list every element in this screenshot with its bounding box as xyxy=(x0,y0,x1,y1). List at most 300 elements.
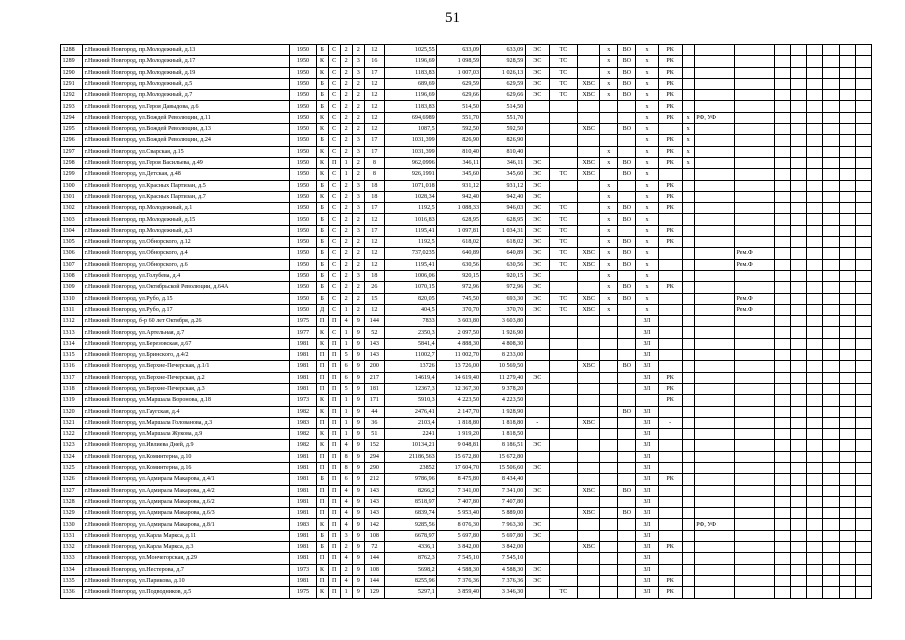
table-cell xyxy=(694,90,734,101)
table-cell: 1975 xyxy=(290,587,316,598)
table-cell: ЭС xyxy=(525,564,549,575)
table-cell: 9 xyxy=(352,530,364,541)
table-cell: 18 xyxy=(364,270,384,281)
table-cell: П xyxy=(316,417,328,428)
table-cell xyxy=(823,587,839,598)
table-cell xyxy=(694,124,734,135)
table-cell: С xyxy=(328,304,340,315)
table-cell xyxy=(791,451,807,462)
table-cell xyxy=(682,508,694,519)
table-cell xyxy=(682,440,694,451)
table-cell xyxy=(694,316,734,327)
table-cell: 1 098,59 xyxy=(437,56,481,67)
table-cell: ТС xyxy=(549,169,577,180)
table-cell xyxy=(734,135,774,146)
table-cell xyxy=(839,429,855,440)
table-cell: П xyxy=(328,462,340,473)
table-cell xyxy=(682,575,694,586)
table-cell: 8 475,80 xyxy=(437,474,481,485)
table-cell xyxy=(775,56,791,67)
table-cell: П xyxy=(328,417,340,428)
table-cell: 1 xyxy=(340,338,352,349)
table-cell: С xyxy=(328,282,340,293)
table-cell xyxy=(694,304,734,315)
table-cell xyxy=(525,350,549,361)
table-cell xyxy=(600,124,618,135)
table-cell xyxy=(682,304,694,315)
table-cell: 4 223,50 xyxy=(437,395,481,406)
table-cell xyxy=(600,406,618,417)
table-cell xyxy=(694,203,734,214)
table-cell xyxy=(694,237,734,248)
table-cell: г.Нижний Новгород, пр.Молодежный, д.13 xyxy=(83,45,290,56)
table-cell: 7 341,00 xyxy=(437,485,481,496)
table-cell: 2 xyxy=(352,124,364,135)
table-cell: Б xyxy=(316,474,328,485)
table-cell: 2103,4 xyxy=(384,417,436,428)
table-cell: К xyxy=(316,587,328,598)
table-row xyxy=(61,474,872,485)
table-cell xyxy=(600,338,618,349)
table-cell: ЗЛ xyxy=(636,440,658,451)
table-cell: г.Нижний Новгород, ул.Адмирала Макарова, д.4/2 xyxy=(83,485,290,496)
table-cell xyxy=(855,361,871,372)
table-cell: 1950 xyxy=(290,112,316,123)
table-cell: РК xyxy=(658,180,682,191)
table-cell xyxy=(775,361,791,372)
table-cell: ТС xyxy=(549,293,577,304)
table-cell: 1981 xyxy=(290,542,316,553)
table-cell: 4 xyxy=(340,519,352,530)
table-cell: х xyxy=(636,67,658,78)
table-cell: 9 378,20 xyxy=(481,383,525,394)
table-cell: 1 007,03 xyxy=(437,67,481,78)
table-row xyxy=(61,429,872,440)
table-cell: ЗЛ xyxy=(636,530,658,541)
table-cell: 942,40 xyxy=(481,191,525,202)
table-cell: г.Нижний Новгород, пр.Молодежный, д.17 xyxy=(83,56,290,67)
table-cell xyxy=(525,112,549,123)
table-cell xyxy=(549,564,577,575)
table-cell: х xyxy=(636,78,658,89)
table-cell: С xyxy=(328,124,340,135)
table-cell: ТС xyxy=(549,587,577,598)
table-cell xyxy=(618,519,636,530)
table-cell xyxy=(855,112,871,123)
table-cell: 8518,97 xyxy=(384,496,436,507)
table-cell: К xyxy=(316,157,328,168)
table-cell: 1950 xyxy=(290,169,316,180)
table-cell xyxy=(618,146,636,157)
table-cell xyxy=(658,429,682,440)
table-cell: 629,66 xyxy=(437,90,481,101)
table-cell xyxy=(775,304,791,315)
table-cell: г.Нижний Новгород, пр.Молодежный, д.7 xyxy=(83,90,290,101)
table-cell: РК xyxy=(658,383,682,394)
table-cell: РК xyxy=(658,101,682,112)
table-cell xyxy=(734,474,774,485)
table-cell xyxy=(855,248,871,259)
table-cell: К xyxy=(316,440,328,451)
table-cell: ЭС xyxy=(525,259,549,270)
table-cell xyxy=(694,282,734,293)
table-cell xyxy=(839,383,855,394)
table-cell xyxy=(525,101,549,112)
table-cell: х xyxy=(682,112,694,123)
table-cell: 5910,3 xyxy=(384,395,436,406)
table-cell xyxy=(694,530,734,541)
table-cell xyxy=(791,67,807,78)
table-cell: х xyxy=(636,282,658,293)
table-cell: 18 xyxy=(364,191,384,202)
table-cell: 1 034,31 xyxy=(481,225,525,236)
table-cell xyxy=(682,90,694,101)
table-cell xyxy=(791,338,807,349)
table-cell xyxy=(600,135,618,146)
table-row xyxy=(61,338,872,349)
table-cell: 144 xyxy=(364,316,384,327)
table-row xyxy=(61,282,872,293)
table-cell xyxy=(549,146,577,157)
table-cell: г.Нижний Новгород, ул.Маршала Воронова, д.18 xyxy=(83,395,290,406)
table-cell xyxy=(658,530,682,541)
table-cell: ТС xyxy=(549,90,577,101)
table-cell: ВО xyxy=(618,406,636,417)
table-cell: 920,15 xyxy=(481,270,525,281)
table-cell: 8255,96 xyxy=(384,575,436,586)
table-cell xyxy=(734,372,774,383)
table-cell: 1305 xyxy=(61,237,83,248)
table-cell: 1 818,80 xyxy=(437,417,481,428)
table-cell: ТС xyxy=(549,56,577,67)
table-cell: 514,50 xyxy=(437,101,481,112)
table-cell: 1 928,90 xyxy=(481,406,525,417)
table-cell: х xyxy=(636,214,658,225)
table-cell: 962,0996 xyxy=(384,157,436,168)
table-cell: 1299 xyxy=(61,169,83,180)
table-cell xyxy=(618,440,636,451)
table-cell: 1330 xyxy=(61,519,83,530)
table-row xyxy=(61,372,872,383)
table-cell xyxy=(855,191,871,202)
table-cell: 1950 xyxy=(290,45,316,56)
table-cell: ХВС xyxy=(578,248,600,259)
table-cell: ВО xyxy=(618,485,636,496)
table-cell xyxy=(618,575,636,586)
table-cell xyxy=(578,180,600,191)
table-cell: Б xyxy=(316,101,328,112)
table-cell: РК xyxy=(658,395,682,406)
table-cell xyxy=(839,440,855,451)
table-cell: 946,03 xyxy=(481,203,525,214)
table-cell: П xyxy=(316,575,328,586)
table-cell xyxy=(549,361,577,372)
table-cell xyxy=(823,417,839,428)
table-cell xyxy=(775,101,791,112)
table-cell: С xyxy=(328,248,340,259)
table-cell: С xyxy=(328,270,340,281)
table-cell: 5 xyxy=(340,383,352,394)
table-cell xyxy=(600,575,618,586)
table-cell xyxy=(578,191,600,202)
table-cell xyxy=(839,180,855,191)
table-cell: 2 xyxy=(340,112,352,123)
table-cell xyxy=(694,575,734,586)
table-cell: 9 xyxy=(352,350,364,361)
table-cell: С xyxy=(328,135,340,146)
table-cell xyxy=(823,462,839,473)
table-cell: ВО xyxy=(618,90,636,101)
table-cell xyxy=(694,417,734,428)
table-cell: П xyxy=(328,429,340,440)
table-cell: 7 545,10 xyxy=(437,553,481,564)
table-cell xyxy=(807,90,823,101)
table-cell: г.Нижний Новгород, ул.Вождей Революции, д.13 xyxy=(83,124,290,135)
table-cell: 1973 xyxy=(290,564,316,575)
table-cell: ЭС xyxy=(525,372,549,383)
table-cell: 931,12 xyxy=(437,180,481,191)
table-cell: ТС xyxy=(549,259,577,270)
table-cell: 4 808,30 xyxy=(481,338,525,349)
table-cell xyxy=(549,383,577,394)
table-cell: г.Нижний Новгород, ул.Ивлиева Дней, д.9 xyxy=(83,440,290,451)
table-cell xyxy=(807,124,823,135)
table-cell: К xyxy=(316,429,328,440)
table-cell: С xyxy=(328,225,340,236)
table-cell: 11 279,40 xyxy=(481,372,525,383)
table-cell xyxy=(855,157,871,168)
table-cell: 1950 xyxy=(290,293,316,304)
table-cell: 200 xyxy=(364,361,384,372)
table-cell xyxy=(734,203,774,214)
table-cell: 1317 xyxy=(61,372,83,383)
table-cell xyxy=(807,237,823,248)
table-cell: Рем.Ф xyxy=(734,304,774,315)
table-cell xyxy=(807,338,823,349)
table-cell xyxy=(823,191,839,202)
table-cell: 1950 xyxy=(290,67,316,78)
table-cell xyxy=(578,462,600,473)
table-cell: х xyxy=(636,157,658,168)
table-cell: 44 xyxy=(364,406,384,417)
table-cell: 345,60 xyxy=(481,169,525,180)
table-cell xyxy=(823,350,839,361)
table-cell xyxy=(775,338,791,349)
table-cell xyxy=(823,78,839,89)
table-cell xyxy=(823,564,839,575)
table-row xyxy=(61,485,872,496)
table-cell xyxy=(855,429,871,440)
table-cell: 4 xyxy=(340,575,352,586)
table-cell xyxy=(807,395,823,406)
table-cell xyxy=(807,474,823,485)
table-row xyxy=(61,90,872,101)
table-cell: 1950 xyxy=(290,248,316,259)
table-cell xyxy=(682,462,694,473)
table-cell: 171 xyxy=(364,395,384,406)
table-cell: 9285,56 xyxy=(384,519,436,530)
table-cell: г.Нижний Новгород, ул.Героя Давыдова, д.6 xyxy=(83,101,290,112)
table-cell: ЗЛ xyxy=(636,474,658,485)
table-cell: 143 xyxy=(364,485,384,496)
table-cell: ЗЛ xyxy=(636,429,658,440)
table-cell: 1071,018 xyxy=(384,180,436,191)
table-cell xyxy=(600,372,618,383)
table-cell: 1981 xyxy=(290,383,316,394)
table-cell xyxy=(734,350,774,361)
table-cell: П xyxy=(328,361,340,372)
table-cell xyxy=(791,575,807,586)
table-cell xyxy=(823,293,839,304)
table-cell: 17 xyxy=(364,203,384,214)
table-cell xyxy=(734,327,774,338)
table-cell xyxy=(618,225,636,236)
table-cell xyxy=(658,564,682,575)
table-cell xyxy=(658,462,682,473)
table-cell xyxy=(791,372,807,383)
table-cell xyxy=(839,553,855,564)
table-cell: ВО xyxy=(618,282,636,293)
table-cell xyxy=(658,270,682,281)
table-cell: 370,70 xyxy=(437,304,481,315)
table-cell xyxy=(682,45,694,56)
table-cell: 7 407,80 xyxy=(481,496,525,507)
table-cell: 36 xyxy=(364,417,384,428)
table-cell xyxy=(734,124,774,135)
table-cell xyxy=(549,316,577,327)
table-cell xyxy=(734,214,774,225)
table-row xyxy=(61,361,872,372)
table-cell: РК xyxy=(658,203,682,214)
table-cell: ХВС xyxy=(578,157,600,168)
table-cell xyxy=(855,462,871,473)
table-cell: 1333 xyxy=(61,553,83,564)
table-cell: 9 xyxy=(352,485,364,496)
table-cell xyxy=(807,530,823,541)
table-cell xyxy=(823,124,839,135)
table-cell: П xyxy=(328,451,340,462)
table-cell: ВО xyxy=(618,56,636,67)
table-cell xyxy=(823,270,839,281)
table-cell xyxy=(694,146,734,157)
table-cell xyxy=(549,180,577,191)
table-row xyxy=(61,395,872,406)
table-row xyxy=(61,383,872,394)
table-cell: ЗЛ xyxy=(636,338,658,349)
table-cell xyxy=(658,485,682,496)
table-cell xyxy=(600,451,618,462)
table-cell: 1192,5 xyxy=(384,237,436,248)
table-cell: ВО xyxy=(618,214,636,225)
table-cell: П xyxy=(328,496,340,507)
table-cell xyxy=(694,372,734,383)
table-cell xyxy=(791,553,807,564)
table-cell xyxy=(618,304,636,315)
table-cell xyxy=(823,282,839,293)
table-cell: 1950 xyxy=(290,225,316,236)
table-cell xyxy=(839,78,855,89)
table-cell: х xyxy=(600,146,618,157)
table-row xyxy=(61,101,872,112)
table-cell: 144 xyxy=(364,575,384,586)
table-row xyxy=(61,350,872,361)
table-cell: 1983 xyxy=(290,417,316,428)
table-cell xyxy=(734,564,774,575)
table-cell: ЗЛ xyxy=(636,508,658,519)
table-cell xyxy=(839,56,855,67)
table-cell xyxy=(618,429,636,440)
table-cell xyxy=(682,101,694,112)
table-row xyxy=(61,191,872,202)
table-cell xyxy=(658,496,682,507)
table-cell xyxy=(855,395,871,406)
table-cell: 1070,15 xyxy=(384,282,436,293)
table-cell xyxy=(855,259,871,270)
table-cell: 2 xyxy=(340,124,352,135)
table-cell xyxy=(578,214,600,225)
table-cell: 6 xyxy=(340,372,352,383)
table-cell xyxy=(734,225,774,236)
table-cell xyxy=(775,203,791,214)
table-cell xyxy=(734,429,774,440)
table-cell: 1973 xyxy=(290,395,316,406)
table-row xyxy=(61,135,872,146)
table-cell: 3 346,30 xyxy=(481,587,525,598)
table-cell: 7 407,80 xyxy=(437,496,481,507)
table-cell xyxy=(734,542,774,553)
table-cell: ЗЛ xyxy=(636,575,658,586)
table-cell xyxy=(855,45,871,56)
table-cell xyxy=(525,361,549,372)
table-cell xyxy=(694,78,734,89)
table-cell xyxy=(791,361,807,372)
table-cell: 745,50 xyxy=(437,293,481,304)
table-cell: г.Нижний Новгород, пр.Молодежный, д.15 xyxy=(83,214,290,225)
table-cell: 10134,21 xyxy=(384,440,436,451)
table-cell xyxy=(791,225,807,236)
table-cell: Б xyxy=(316,180,328,191)
table-cell: П xyxy=(328,564,340,575)
table-cell: г.Нижний Новгород, ул.Подводников, д.5 xyxy=(83,587,290,598)
table-cell xyxy=(823,327,839,338)
table-cell: 13726 xyxy=(384,361,436,372)
table-cell: 3 xyxy=(352,135,364,146)
table-cell xyxy=(578,270,600,281)
table-cell: 1318 xyxy=(61,383,83,394)
table-cell: 7833 xyxy=(384,316,436,327)
table-cell xyxy=(855,338,871,349)
table-cell: 633,09 xyxy=(437,45,481,56)
table-cell: 9 xyxy=(352,587,364,598)
table-cell xyxy=(734,101,774,112)
table-cell xyxy=(578,451,600,462)
table-cell: 1316 xyxy=(61,361,83,372)
table-cell xyxy=(791,350,807,361)
table-cell: 142 xyxy=(364,519,384,530)
table-cell xyxy=(791,259,807,270)
table-cell xyxy=(823,259,839,270)
table-cell: 1307 xyxy=(61,259,83,270)
table-cell: 212 xyxy=(364,474,384,485)
table-cell: 3 xyxy=(352,146,364,157)
table-cell: ЗЛ xyxy=(636,564,658,575)
table-cell: ТС xyxy=(549,237,577,248)
table-cell xyxy=(578,67,600,78)
table-cell: 9 xyxy=(352,575,364,586)
table-cell xyxy=(525,474,549,485)
table-cell xyxy=(682,316,694,327)
table-cell xyxy=(694,395,734,406)
